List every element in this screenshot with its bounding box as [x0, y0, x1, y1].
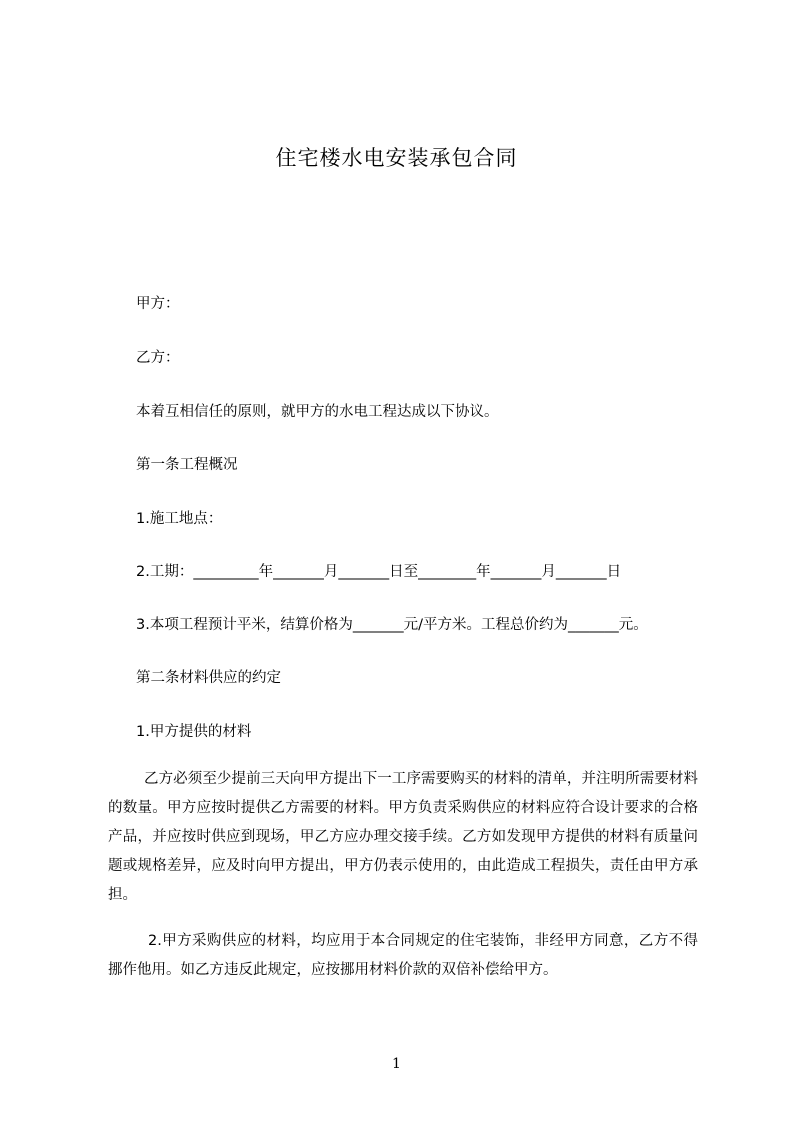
document-title: 住宅楼水电安装承包合同	[275, 146, 518, 170]
construction-site-line: 1.施工地点：	[136, 511, 223, 527]
preamble-text: 本着互相信任的原则，就甲方的水电工程达成以下协议。	[136, 404, 499, 420]
party-a-line: 甲方：	[136, 296, 180, 312]
project-price-line: 3.本项工程预计平米，结算价格为_______元/平方米。工程总价约为_______元。	[136, 617, 648, 633]
article-1-heading: 第一条工程概况	[136, 457, 238, 473]
party-b-line: 乙方：	[136, 350, 180, 366]
article-2-heading: 第二条材料供应的约定	[136, 670, 281, 686]
materials-paragraph-2: 2.甲方采购供应的材料，均应用于本合同规定的住宅装饰，非经甲方同意，乙方不得挪作他用。如乙方违反此规定，应按挪用材料价款的双倍补偿给甲方。	[108, 933, 698, 978]
materials-by-party-a-heading: 1.甲方提供的材料	[136, 724, 252, 740]
materials-paragraph-1: 乙方必须至少提前三天向甲方提出下一工序需要购买的材料的清单，并注明所需要材料的数量。甲方应按时提供乙方需要的材料。甲方负责采购供应的材料应符合设计要求的合格产品，并应按时供应到现场，甲乙方应办理交接手续。乙方如发现甲方提供的材料有质量问题或规格差异，应及时向甲方提出，甲方仍表示使用的，由此造成工程损失，责任由甲方承担。	[108, 771, 698, 903]
page-number: 1	[392, 1056, 401, 1072]
construction-period-line: 2.工期：_________年_______月_______日至________年_______月_______日	[136, 564, 622, 580]
